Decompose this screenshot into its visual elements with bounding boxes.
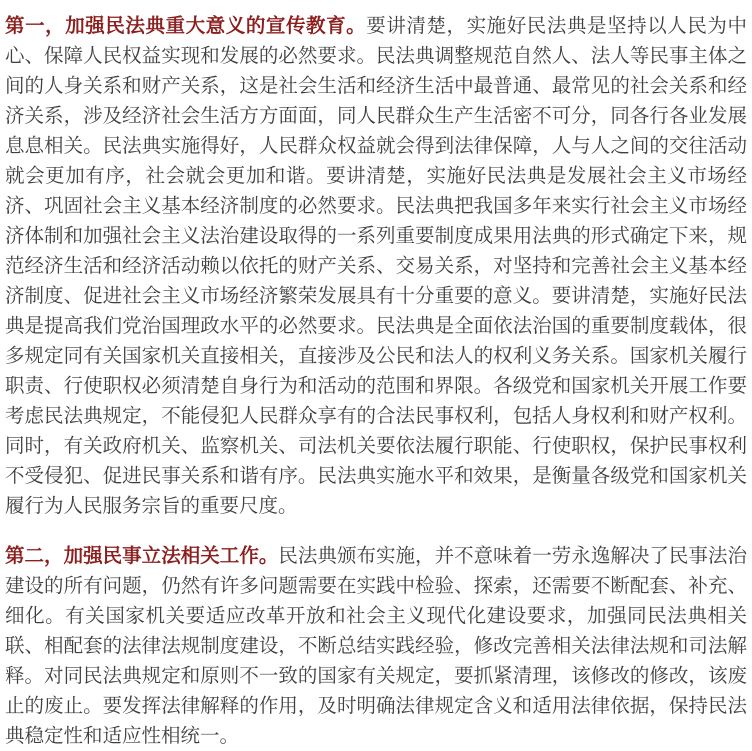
paragraph-heading: 第二，加强民事立法相关工作。	[5, 545, 279, 567]
paragraph	[5, 541, 747, 751]
paragraph	[5, 11, 747, 521]
paragraph-heading: 第一，加强民法典重大意义的宣传教育。	[5, 15, 367, 37]
paragraph-text: 要讲清楚，实施好民法典是坚持以人民为中心、保障人民权益实现和发展的必然要求。民法典调整规范自然人、法人等民事主体之间的人身关系和财产关系，这是社会生活和经济生活中最普通、最常见的社会关系和经济关系，涉及经济社会生活方方面面，同人民群众生产生活密不可分，同各行各业发展息息相关。民法典实施得好，人民群众权益就会得到法律保障，人与人之间的交往活动就会更加有序，社会就会更加和谐。要讲清楚，实施好民法典是发展社会主义市场经济、巩固社会主义基本经济制度的必然要求。民法典把我国多年来实行社会主义市场经济体制和加强社会主义法治建设取得的一系列重要制度成果用法典的形式确定下来，规范经济生活和经济活动赖以依托的财产关系、交易关系，对坚持和完善社会主义基本经济制度、促进社会主义市场经济繁荣发展具有十分重要的意义。要讲清楚，实施好民法典是提高我们党治国理政水平的必然要求。民法典是全面依法治国的重要制度载体，很多规定同有关国家机关直接相关，直接涉及公民和法人的权利义务关系。国家机关履行职责、行使职权必须清楚自身行为和活动的范围和界限。各级党和国家机关开展工作要考虑民法典规定，不能侵犯人民群众享有的合法民事权利，包括人身权利和财产权利。同时，有关政府机关、监察机关、司法机关要依法履行职能、行使职权，保护民事权利不受侵犯、促进民事关系和谐有序。民法典实施水平和效果，是衡量各级党和国家机关履行为人民服务宗旨的重要尺度。	[5, 15, 747, 517]
paragraph-text: 民法典颁布实施，并不意味着一劳永逸解决了民事法治建设的所有问题，仍然有许多问题需要在实践中检验、探索，还需要不断配套、补充、细化。有关国家机关要适应改革开放和社会主义现代化建设要求，加强同民法典相关联、相配套的法律法规制度建设，不断总结实践经验，修改完善相关法律法规和司法解释。对同民法典规定和原则不一致的国家有关规定，要抓紧清理，该修改的修改，该废止的废止。要发挥法律解释的作用，及时明确法律规定含义和适用法律依据，保持民法典稳定性和适应性相统一。	[5, 545, 747, 747]
